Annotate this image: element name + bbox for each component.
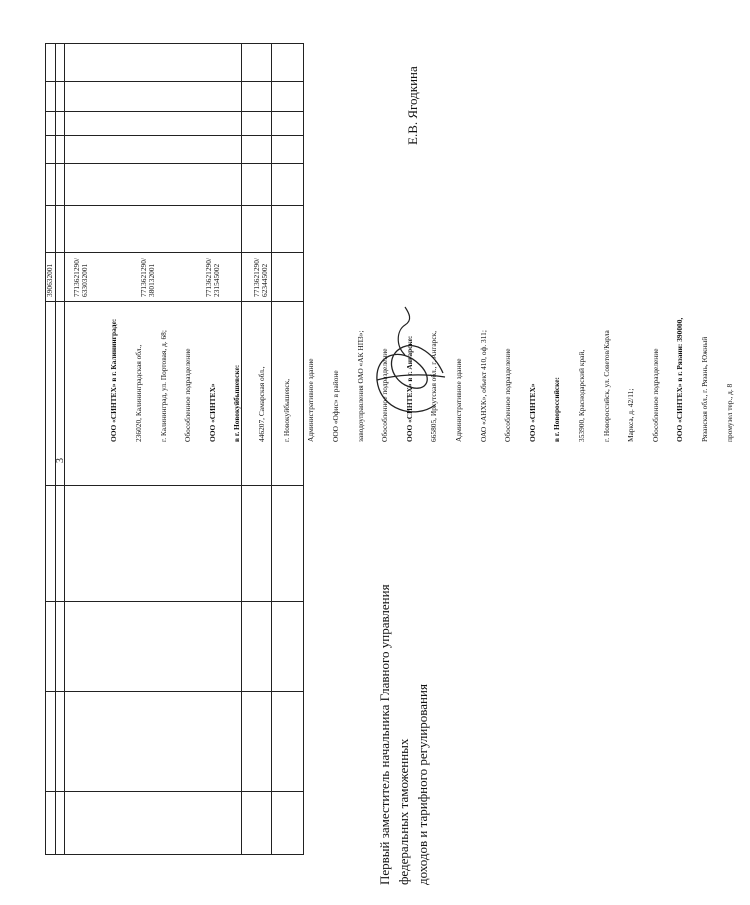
table-column-separator — [46, 601, 303, 602]
inn-kpp-value: 7713621290/ 231545002 — [204, 257, 222, 297]
address-line: Административное здание — [306, 358, 316, 442]
address-line: г. Новороссийск, ул. Советов/Карла — [601, 330, 611, 442]
address-line: 446207, Самарская обл., — [257, 366, 267, 442]
address-line: г. Новокуйбышевск, — [281, 378, 291, 442]
address-line: ООО «Офис» в районе — [330, 370, 340, 442]
table-column-separator — [46, 691, 303, 692]
address-line: ООО «СИНТЕХ» в г. Рязани: 390000, — [675, 317, 685, 442]
address-line: 353900, Краснодарский край, — [576, 349, 586, 442]
address-line: ОАО «АНХК», объект 410, оф. 311; — [478, 330, 488, 442]
signer-position-line: Первый заместитель начальника Главного управления — [377, 584, 392, 885]
signer-position — [375, 584, 432, 885]
address-line: 665805, Иркутская обл., г. Ангарск, — [429, 330, 439, 442]
signer-name: Е.В. Ягодкина — [405, 66, 420, 145]
address-line: Административное здание — [453, 358, 463, 442]
table-column-separator — [46, 791, 303, 792]
signer-position-line: федеральных таможенных — [396, 738, 411, 885]
page-number: 3 — [55, 458, 66, 463]
table-row-separator — [55, 44, 56, 854]
address-line: 236020, Калининградская обл., — [134, 344, 144, 442]
handwritten-signature — [365, 305, 455, 425]
table-column-separator — [46, 485, 303, 486]
address-line: в г. Новокуйбышевске: — [232, 364, 242, 442]
address-line: Обособленное подразделение — [503, 348, 513, 442]
address-line: Обособленное подразделение — [380, 348, 390, 442]
address-line: заводоуправления ОАО «АК НПЗ»; — [355, 330, 365, 442]
address-line: Обособленное подразделение — [650, 348, 660, 442]
table-column-separator — [46, 111, 303, 112]
address-line: Маркса, д. 42/11; — [626, 388, 636, 442]
table-column-separator — [46, 205, 303, 206]
table-column-separator — [46, 163, 303, 164]
table-column-separator — [46, 135, 303, 136]
table-row-separator — [241, 44, 242, 854]
signer-position-line: доходов и тарифного регулирования — [415, 684, 430, 885]
address-line: Обособленное подразделение — [183, 348, 193, 442]
inn-kpp-value: 7713621290/ 380132001 — [139, 257, 157, 297]
table-column-separator — [46, 81, 303, 82]
table-row-separator — [271, 44, 272, 854]
address-line: ООО «СИНТЕХ» — [207, 383, 217, 442]
address-line: ООО «СИНТЕХ» в г. Ангарске: — [404, 335, 414, 442]
address-line: в г. Новороссийске: — [552, 377, 562, 442]
address-line: г. Калининград, ул. Портовая, д. 68; — [158, 330, 168, 442]
address-line: промузел тер., д. 8 — [724, 383, 734, 442]
table-column-separator — [46, 252, 303, 253]
inn-kpp-value: 390632001 — [45, 263, 54, 297]
address-line: Рязанская обл., г. Рязань, Южный — [700, 336, 710, 442]
inn-kpp-value: 7713621290/ 623445002 — [252, 257, 270, 297]
inn-kpp-value: 7713621290/ 633032001 — [72, 257, 90, 297]
address-line: ООО «СИНТЕХ» — [527, 383, 537, 442]
table-row-separator — [64, 44, 65, 854]
address-line: ООО «СИНТЕХ» в г. Калининграде: — [109, 318, 119, 442]
